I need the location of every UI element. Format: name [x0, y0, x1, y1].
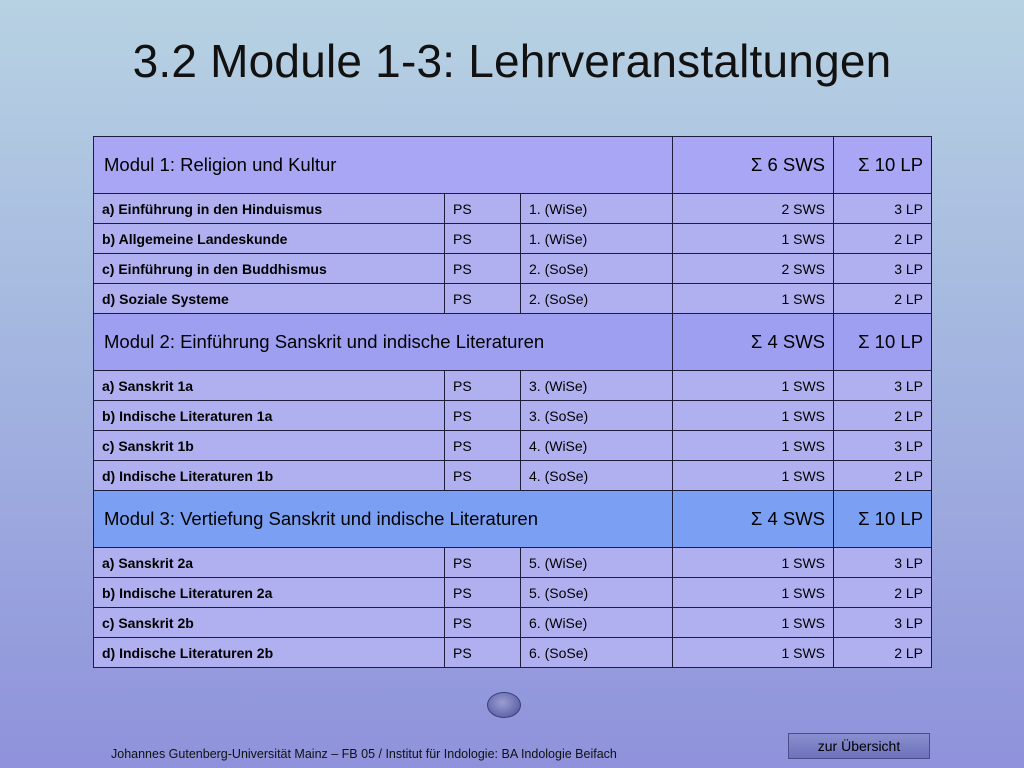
course-type: PS: [445, 254, 521, 284]
table-row: [94, 284, 932, 314]
module-title: Modul 3: Vertiefung Sanskrit und indische Literaturen: [94, 491, 673, 548]
course-type: PS: [445, 431, 521, 461]
module-sws-total: Σ 4 SWS: [673, 491, 834, 548]
module-title: Modul 2: Einführung Sanskrit und indische Literaturen: [94, 314, 673, 371]
course-lp: 3 LP: [834, 194, 932, 224]
module-title: Modul 1: Religion und Kultur: [94, 137, 673, 194]
oval-nav-icon[interactable]: [487, 692, 521, 718]
table-row: [94, 431, 932, 461]
course-name: a) Sanskrit 1a: [94, 371, 445, 401]
course-name: d) Indische Literaturen 2b: [94, 638, 445, 668]
course-type: PS: [445, 224, 521, 254]
course-semester: 6. (SoSe): [521, 638, 673, 668]
course-sws: 1 SWS: [673, 638, 834, 668]
course-semester: 3. (SoSe): [521, 401, 673, 431]
course-sws: 1 SWS: [673, 461, 834, 491]
course-lp: 3 LP: [834, 431, 932, 461]
page-title: 3.2 Module 1-3: Lehrveranstaltungen: [132, 35, 892, 87]
course-semester: 2. (SoSe): [521, 284, 673, 314]
course-sws: 1 SWS: [673, 371, 834, 401]
course-lp: 2 LP: [834, 461, 932, 491]
course-semester: 2. (SoSe): [521, 254, 673, 284]
course-sws: 1 SWS: [673, 548, 834, 578]
course-sws: 2 SWS: [673, 254, 834, 284]
course-lp: 2 LP: [834, 638, 932, 668]
course-sws: 2 SWS: [673, 194, 834, 224]
course-type: PS: [445, 401, 521, 431]
overview-button[interactable]: zur Übersicht: [788, 733, 930, 759]
course-name: c) Einführung in den Buddhismus: [94, 254, 445, 284]
course-name: d) Indische Literaturen 1b: [94, 461, 445, 491]
course-semester: 3. (WiSe): [521, 371, 673, 401]
course-sws: 1 SWS: [673, 431, 834, 461]
course-type: PS: [445, 608, 521, 638]
module-sws-total: Σ 6 SWS: [673, 137, 834, 194]
table-row: [94, 371, 932, 401]
course-type: PS: [445, 638, 521, 668]
course-name: c) Sanskrit 1b: [94, 431, 445, 461]
course-lp: 2 LP: [834, 578, 932, 608]
course-type: PS: [445, 578, 521, 608]
footer-text: Johannes Gutenberg-Universität Mainz – FB 05 / Institut für Indologie: BA Indologie Beifach: [111, 747, 617, 761]
course-name: a) Sanskrit 2a: [94, 548, 445, 578]
table-row: [94, 548, 932, 578]
module-header-row: [94, 491, 932, 548]
course-lp: 3 LP: [834, 371, 932, 401]
course-sws: 1 SWS: [673, 578, 834, 608]
course-name: d) Soziale Systeme: [94, 284, 445, 314]
module-sws-total: Σ 4 SWS: [673, 314, 834, 371]
course-lp: 3 LP: [834, 548, 932, 578]
course-name: b) Allgemeine Landeskunde: [94, 224, 445, 254]
course-type: PS: [445, 284, 521, 314]
table-row: [94, 224, 932, 254]
course-semester: 1. (WiSe): [521, 224, 673, 254]
module-header-row: [94, 137, 932, 194]
course-type: PS: [445, 461, 521, 491]
course-sws: 1 SWS: [673, 401, 834, 431]
course-lp: 3 LP: [834, 254, 932, 284]
modules-table: [93, 136, 932, 668]
course-name: c) Sanskrit 2b: [94, 608, 445, 638]
table-row: [94, 578, 932, 608]
course-semester: 6. (WiSe): [521, 608, 673, 638]
table-row: [94, 638, 932, 668]
course-lp: 2 LP: [834, 401, 932, 431]
course-semester: 5. (SoSe): [521, 578, 673, 608]
course-lp: 2 LP: [834, 224, 932, 254]
course-sws: 1 SWS: [673, 608, 834, 638]
course-lp: 3 LP: [834, 608, 932, 638]
course-name: b) Indische Literaturen 1a: [94, 401, 445, 431]
course-type: PS: [445, 371, 521, 401]
course-semester: 1. (WiSe): [521, 194, 673, 224]
table-row: [94, 194, 932, 224]
course-semester: 4. (WiSe): [521, 431, 673, 461]
module-lp-total: Σ 10 LP: [834, 491, 932, 548]
table-row: [94, 401, 932, 431]
course-semester: 4. (SoSe): [521, 461, 673, 491]
module-header-row: [94, 314, 932, 371]
course-name: a) Einführung in den Hinduismus: [94, 194, 445, 224]
table-row: [94, 254, 932, 284]
module-lp-total: Σ 10 LP: [834, 314, 932, 371]
course-sws: 1 SWS: [673, 224, 834, 254]
course-sws: 1 SWS: [673, 284, 834, 314]
course-type: PS: [445, 194, 521, 224]
course-name: b) Indische Literaturen 2a: [94, 578, 445, 608]
module-lp-total: Σ 10 LP: [834, 137, 932, 194]
course-semester: 5. (WiSe): [521, 548, 673, 578]
table-row: [94, 608, 932, 638]
table-row: [94, 461, 932, 491]
course-type: PS: [445, 548, 521, 578]
course-lp: 2 LP: [834, 284, 932, 314]
